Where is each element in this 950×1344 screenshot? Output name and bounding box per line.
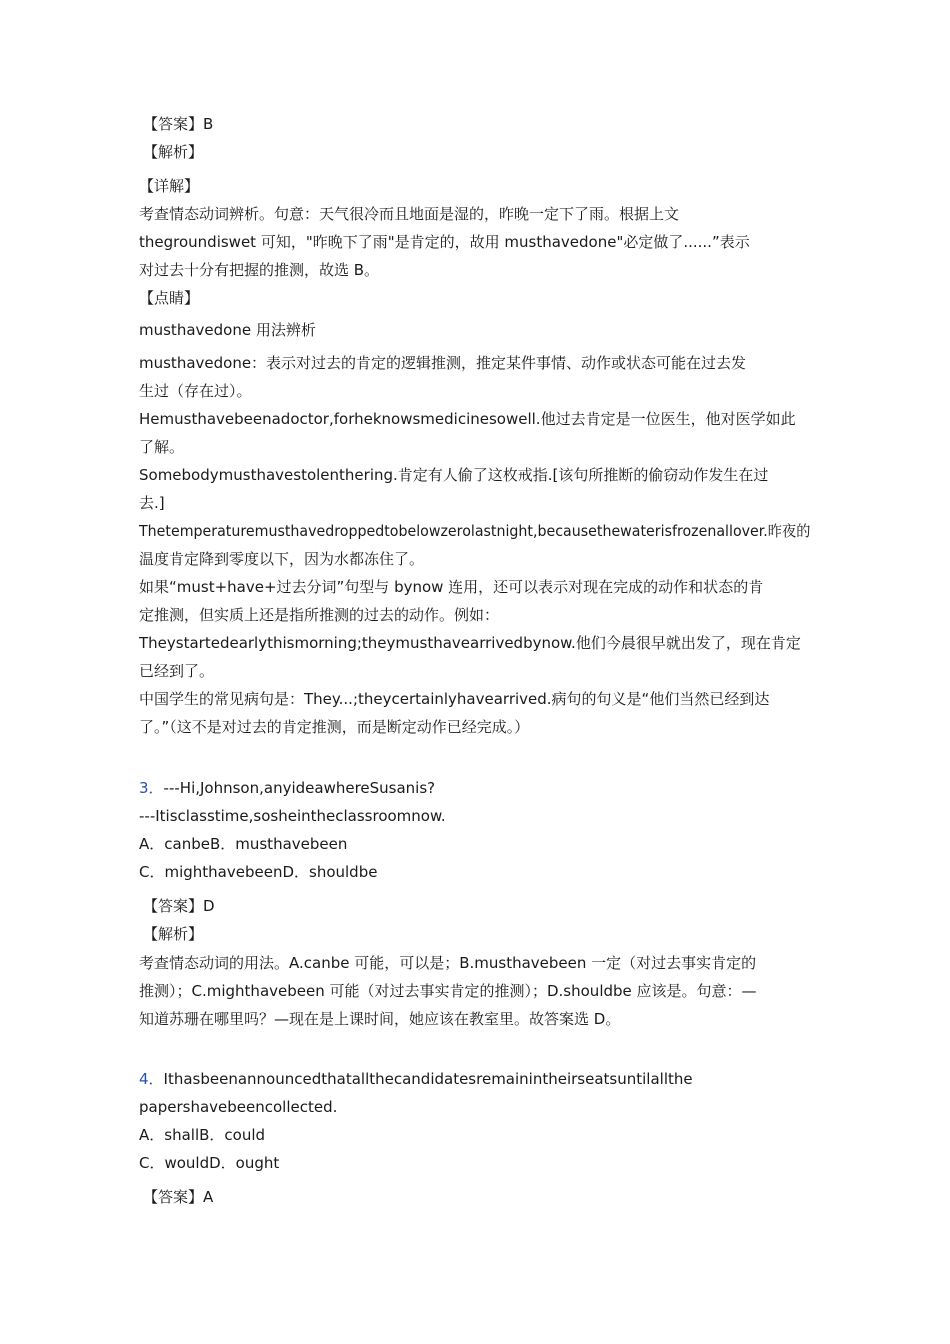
q2-point-line: musthavedone：表示对过去的肯定的逻辑推测，推定某件事情、动作或状态可能在过去发 [139,354,747,372]
q4-stem-text: Ithasbeenannouncedthatallthecandidatesremainintheirseatsuntilallthe [163,1070,693,1088]
q3-analysis-line: 知道苏珊在哪里吗？—现在是上课时间，她应该在教室里。故答案选 D。 [139,1010,621,1028]
q2-point-line: Somebodymusthavestolenthering.肯定有人偷了这枚戒指.[该句所推断的偷窃动作发生在过 [139,466,769,484]
q3-number: 3． [139,779,164,797]
q4-number: 4． [139,1070,164,1088]
q2-detail-line: thegroundiswet 可知，"昨晚下了雨"是肯定的，故用 musthavedone"必定做了......”表示 [139,233,750,251]
q2-point-title: musthavedone 用法辨析 [139,321,316,339]
q3-analysis-line: 考查情态动词的用法。A.canbe 可能，可以是；B.musthavebeen 一定（对过去事实肯定的 [139,954,757,972]
q2-point-line: 生过（存在过）。 [139,382,252,400]
q3-stem-line: ---Itisclasstime,sosheintheclassroomnow. [139,807,446,825]
q3-stem-text: ---Hi,Johnson,anyideawhereSusanis? [163,779,436,797]
q3-options-cd: C．mighthavebeenD．shouldbe [139,863,378,881]
q3-stem-line [139,778,435,798]
q3-analysis-label: 【解析】 [143,925,204,943]
q4-answer: 【答案】A [143,1188,214,1206]
q4-stem-line: papershavebeencollected. [139,1098,338,1116]
q2-point-line: Theystartedearlythismorning;theymusthavearrivedbynow.他们今晨很早就出发了，现在肯定 [139,634,801,652]
q2-point-line: 了解。 [139,438,185,456]
q2-point-line: 已经到了。 [139,662,215,680]
q2-point-label: 【点睛】 [139,289,200,307]
q2-point-line: 温度肯定降到零度以下，因为水都冻住了。 [139,550,425,568]
q4-options-ab: A．shallB．could [139,1126,266,1144]
q2-point-line: 定推测，但实质上还是指所推测的过去的动作。例如： [139,606,500,624]
q2-point-line: 去.] [139,494,165,512]
q4-options-cd: C．wouldD．ought [139,1154,280,1172]
q2-detail-label: 【详解】 [139,177,200,195]
q3-analysis-line: 推测）；C.mighthavebeen 可能（对过去事实肯定的推测）；D.shouldbe 应该是。句意：— [139,982,757,1000]
q2-answer: 【答案】B [143,115,214,133]
q2-analysis-label: 【解析】 [143,143,204,161]
q3-answer: 【答案】D [143,897,215,915]
q2-point-line: 中国学生的常见病句是：They...;theycertainlyhavearrived.病句的句义是“他们当然已经到达 [139,690,770,708]
q2-point-line: 如果“must+have+过去分词”句型与 bynow 连用，还可以表示对现在完成的动作和状态的肯 [139,578,764,596]
q2-point-line: Hemusthavebeenadoctor,forheknowsmedicinesowell.他过去肯定是一位医生，他对医学如此 [139,410,796,428]
q2-point-line: Thetemperaturemusthavedroppedtobelowzerolastnight,becausethewaterisfrozenallover.昨夜的 [139,522,811,540]
q2-detail-line: 对过去十分有把握的推测，故选 B。 [139,261,380,279]
q4-stem-line [139,1069,693,1089]
q2-detail-line: 考查情态动词辨析。句意：天气很冷而且地面是湿的，昨晚一定下了雨。根据上文 [139,205,680,223]
q3-options-ab: A．canbeB．musthavebeen [139,835,348,853]
q2-point-line: 了。”（这不是对过去的肯定推测，而是断定动作已经完成。） [139,718,530,736]
